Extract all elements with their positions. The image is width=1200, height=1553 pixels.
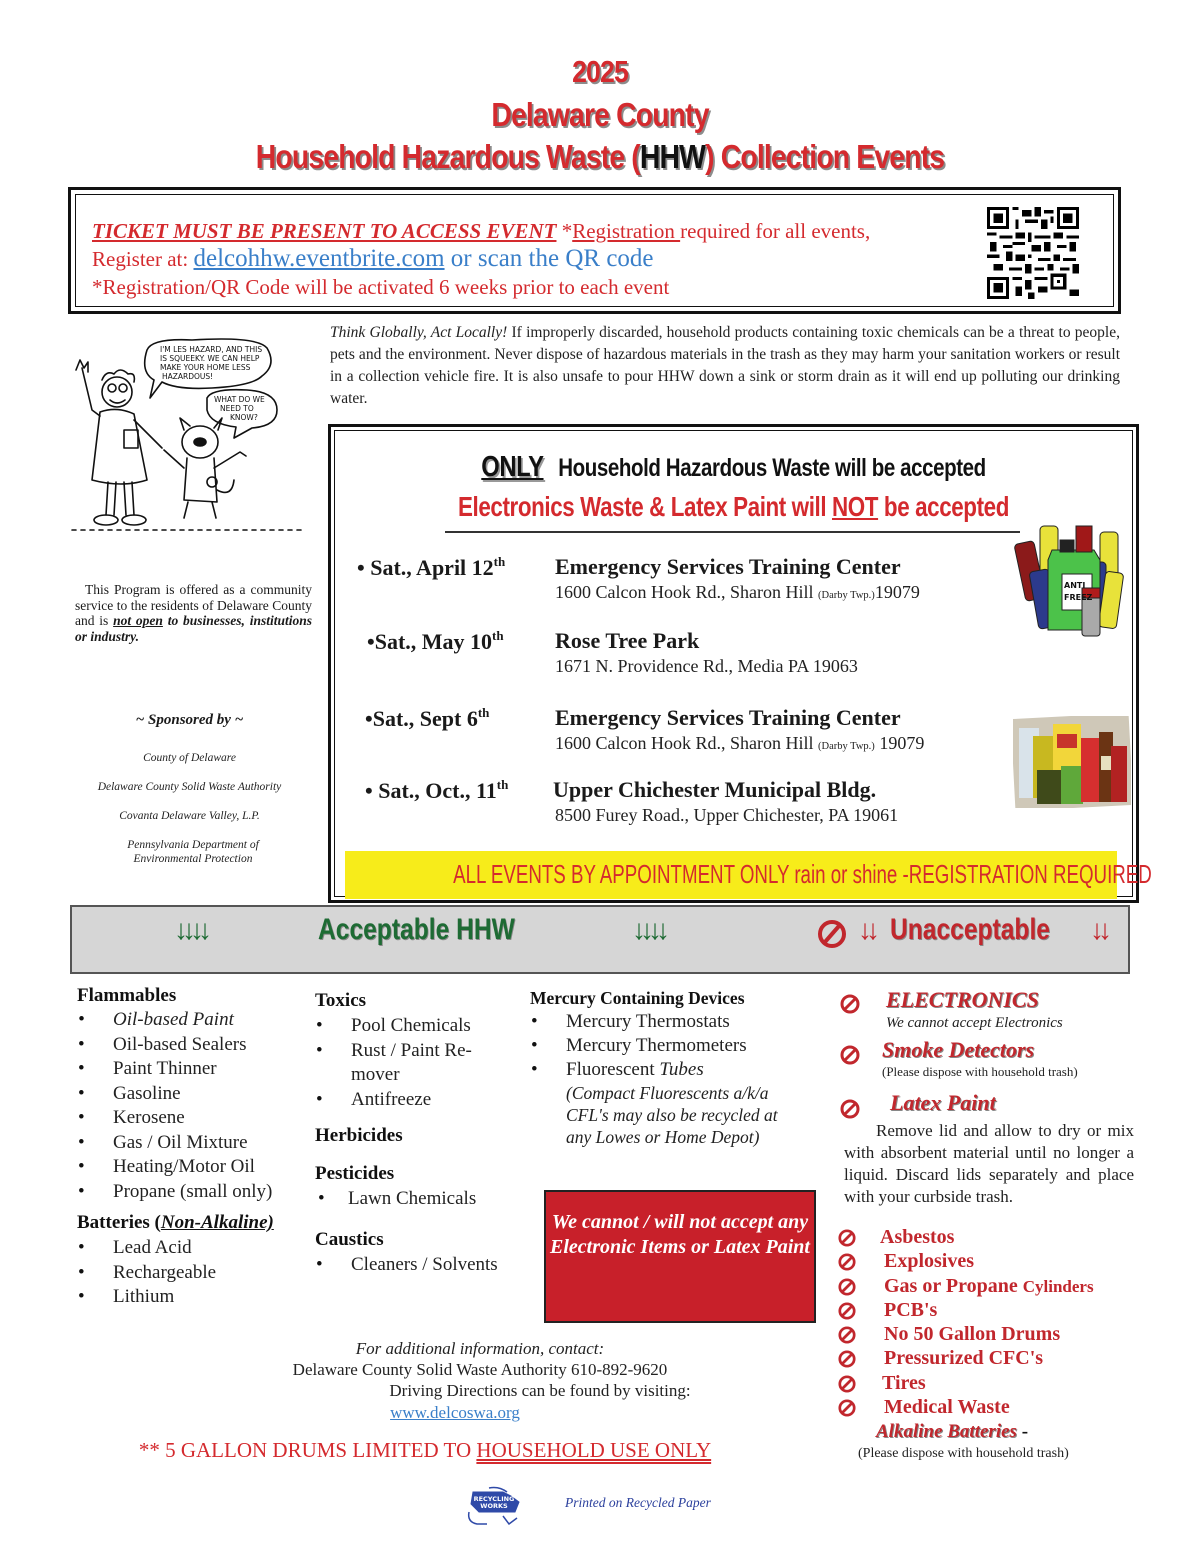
unacceptable-item: PCB's <box>884 1299 938 1321</box>
no-symbol-icon <box>838 1302 856 1320</box>
address-text: 1600 Calcon Hook Rd., Sharon Hill <box>555 733 818 753</box>
category-flammables: Flammables <box>77 985 177 1006</box>
cartoon-speech-2: WHAT DO WE <box>214 395 265 404</box>
appointment-banner <box>345 851 1152 899</box>
list-item: • Mercury Thermometers <box>531 1034 781 1058</box>
register-at-label: Register at: <box>92 247 194 271</box>
program-note-rest: to businesses, institutions or industry. <box>75 613 312 644</box>
not-word: NOT <box>832 491 879 522</box>
intro-paragraph <box>330 322 1120 410</box>
title-post: ) Collection Events <box>705 138 945 175</box>
list-item: • Gas / Oil Mixture <box>78 1131 272 1156</box>
appointment-banner-text: ALL EVENTS BY APPOINTMENT ONLY rain or shine -REGISTRATION REQUIRED <box>453 859 1152 889</box>
unacceptable-item <box>884 1275 1094 1298</box>
svg-text:IS SQUEEKY. WE CAN HELP: IS SQUEEKY. WE CAN HELP <box>160 354 260 363</box>
down-arrows-icon: ↓↓↓↓ <box>174 915 206 946</box>
no-symbol-icon <box>840 1099 860 1119</box>
page-title <box>84 138 1116 176</box>
address-zip: 19079 <box>874 733 925 753</box>
bullet: • <box>365 778 373 803</box>
no-symbol-icon <box>817 919 847 949</box>
down-arrows-icon: ↓↓↓↓ <box>632 915 664 946</box>
les-hazard-cartoon <box>62 330 312 540</box>
list-item: • Heating/Motor Oil <box>78 1155 272 1180</box>
ticket-line-1 <box>92 217 870 245</box>
events-box <box>328 424 1152 903</box>
list-item: • Oil-based Sealers <box>78 1033 272 1058</box>
item-label: Gas or Propane <box>884 1275 1023 1297</box>
category-mercury: Mercury Containing Devices <box>530 988 745 1008</box>
only-hhw-heading <box>407 451 1061 484</box>
no-symbol-icon <box>838 1253 856 1271</box>
unacceptable-latex-paint: Latex Paint <box>890 1090 996 1115</box>
address-zip: 19079 <box>874 582 920 602</box>
sponsor-item: Pennsylvania Department of Environmental Protection <box>127 839 259 865</box>
no-symbol-icon <box>840 994 860 1014</box>
unacceptable-item: Pressurized CFC's <box>884 1347 1044 1369</box>
list-item: • Pool Chemicals <box>316 1014 506 1039</box>
printed-on-recycled-paper: Printed on Recycled Paper <box>565 1495 711 1510</box>
pesticides-list <box>318 1187 476 1212</box>
alkaline-dash: - <box>1016 1421 1029 1442</box>
title-year: 2025 <box>572 54 628 89</box>
only-word: ONLY <box>481 451 544 483</box>
antifreeze-label: ANTI <box>1064 581 1086 590</box>
item-label-small: Cylinders <box>1022 1277 1094 1296</box>
registration-box <box>68 187 1121 314</box>
event-address <box>555 733 924 754</box>
event-date-text: Sat., May 10 <box>374 629 493 654</box>
recycling-logo-text: RECYCLING <box>473 1495 515 1503</box>
list-item: • Rust / Paint Re-mover <box>316 1039 486 1088</box>
contact-intro <box>220 1338 740 1359</box>
unacceptable-electronics: ELECTRONICS <box>886 987 1039 1012</box>
registration-box-inner <box>75 194 1114 307</box>
ticket-required-notice: TICKET MUST BE PRESENT TO ACCESS EVENT <box>92 219 557 243</box>
acceptable-heading: Acceptable HHW <box>318 913 515 946</box>
event-date <box>367 628 504 655</box>
address-township: (Darby Twp.) <box>818 741 875 752</box>
divider <box>445 531 1020 533</box>
event-location: Emergency Services Training Center <box>555 554 901 579</box>
no-symbol-icon <box>840 1045 860 1065</box>
svg-text:MAKE YOUR HOME LESS: MAKE YOUR HOME LESS <box>160 363 251 372</box>
sponsor-item: Delaware County Solid Waste Authority <box>97 781 282 793</box>
list-item: • Rechargeable <box>78 1261 216 1286</box>
alkaline-title: Alkaline Batteries <box>876 1421 1017 1442</box>
bullet: • <box>357 555 365 580</box>
event-address <box>555 582 920 603</box>
cfl-note: (Compact Fluorescents a/k/a CFL's may also be recycled at any Lowes or Home Depot) <box>566 1083 778 1147</box>
event-date <box>357 554 505 581</box>
unacceptable-smoke-detectors: Smoke Detectors <box>882 1037 1035 1062</box>
event-location: Rose Tree Park <box>555 628 700 653</box>
list-item: • Lithium <box>78 1285 216 1310</box>
ordinal-suffix: th <box>496 777 509 792</box>
intro-body: If improperly discarded, household products containing toxic chemicals can be a threat to people, pets and the environment. Never dispose of hazardous materials in the trash as they may harm your sanitation workers or result in a collection vehicle fire. It is also unsafe to pour HHW down a sink or storm drain as it will end up polluting our drinking water. <box>330 324 1120 407</box>
event-address: 1671 N. Providence Rd., Media PA 19063 <box>555 656 858 676</box>
bullet: • <box>365 706 373 731</box>
smoke-detectors-note: (Please dispose with household trash) <box>882 1064 1078 1079</box>
driving-directions-text: Driving Directions can be found by visiting: <box>389 1381 691 1400</box>
activation-note: *Registration/QR Code will be activated 6 weeks prior to each event <box>92 275 670 299</box>
no-symbol-icon <box>838 1375 856 1393</box>
ordinal-suffix: th <box>493 554 506 569</box>
sponsor-item: County of Delaware <box>143 752 236 764</box>
list-item: • Lawn Chemicals <box>318 1187 476 1212</box>
batteries-title: Batteries ( <box>77 1212 161 1233</box>
electronics-note: We cannot accept Electronics <box>886 1015 1063 1031</box>
program-note <box>75 582 312 644</box>
not-open-emphasis: not open <box>113 613 163 628</box>
unacceptable-heading: Unacceptable <box>890 913 1050 946</box>
category-caustics: Caustics <box>315 1229 384 1250</box>
svg-text:KNOW?: KNOW? <box>230 413 258 422</box>
mercury-list <box>531 1010 781 1148</box>
not-accepted-heading <box>415 491 1053 523</box>
list-item: • Mercury Thermostats <box>531 1010 781 1034</box>
event-location: Upper Chichester Municipal Bldg. <box>553 777 877 802</box>
batteries-list <box>78 1236 216 1310</box>
ordinal-suffix: th <box>492 628 504 643</box>
category-toxics: Toxics <box>315 990 367 1011</box>
no-symbol-icon <box>838 1278 856 1296</box>
bullet: • <box>367 629 375 654</box>
list-item: • Gasoline <box>78 1082 272 1107</box>
fluorescent-label: Fluorescent <box>566 1059 660 1080</box>
ticket-line-2 <box>92 245 870 273</box>
program-note-text: This Program is offered as a community service to the residents of Delaware County and is <box>75 582 312 628</box>
contact-line: Delaware County Solid Waste Authority 610-892-9620 <box>292 1360 668 1379</box>
unacceptable-item: Tires <box>882 1372 926 1394</box>
unacceptable-alkaline-batteries <box>876 1421 1028 1443</box>
drums-text: ** 5 GALLON DRUMS LIMITED TO <box>138 1438 477 1462</box>
list-item <box>531 1058 781 1148</box>
list-item: • Propane (small only) <box>78 1180 272 1205</box>
unacceptable-item: No 50 Gallon Drums <box>884 1323 1061 1345</box>
eventbrite-link[interactable]: delcohhw.eventbrite.com <box>193 245 445 272</box>
contact-intro-text: For additional information, contact: <box>355 1339 605 1358</box>
svg-text:WORKS: WORKS <box>480 1502 508 1510</box>
not-post: be accepted <box>878 491 1009 522</box>
no-symbol-icon <box>838 1350 856 1368</box>
sponsor-item: Covanta Delaware Valley, L.P. <box>119 810 260 822</box>
household-products-photo <box>1013 716 1131 808</box>
category-herbicides: Herbicides <box>315 1125 403 1146</box>
svg-text:FREEZ: FREEZ <box>1064 593 1093 602</box>
event-date <box>365 705 489 732</box>
list-item: • Antifreeze <box>316 1088 506 1113</box>
event-location: Emergency Services Training Center <box>555 705 901 730</box>
event-date-text: Sat., Oct., 11 <box>378 778 497 803</box>
acceptable-unacceptable-band <box>70 905 1130 974</box>
delcoswa-link[interactable]: www.delcoswa.org <box>390 1403 520 1422</box>
address-township: (Darby Twp.) <box>818 590 875 601</box>
required-text: required for all events, <box>680 219 871 243</box>
drums-notice <box>0 1438 850 1463</box>
hazardous-bottles-illustration <box>1012 512 1130 640</box>
latex-paint-instructions: Remove lid and allow to dry or mix with absorbent material until no longer a liquid. Discard lids separately and place with your curbside trash. <box>844 1121 1134 1206</box>
no-symbol-icon <box>838 1229 856 1247</box>
category-pesticides: Pesticides <box>315 1163 395 1184</box>
website-line <box>195 1402 715 1423</box>
unacceptable-item: Medical Waste <box>884 1396 1010 1418</box>
down-arrows-icon: ↓↓ <box>1090 915 1106 946</box>
unacceptable-item: Asbestos <box>880 1226 955 1248</box>
list-item: • Paint Thinner <box>78 1057 272 1082</box>
flammables-list <box>78 1008 272 1204</box>
no-electronics-warning-box: We cannot / will not accept any Electronic Items or Latex Paint <box>544 1190 816 1323</box>
no-symbol-icon <box>838 1326 856 1344</box>
category-batteries <box>77 1212 274 1234</box>
list-item: • Oil-based Paint <box>78 1008 272 1033</box>
sponsored-by-heading: ~ Sponsored by ~ <box>135 712 244 728</box>
title-abbr: HHW <box>639 138 706 175</box>
event-date-text: Sat., Sept 6 <box>372 706 478 731</box>
list-item: • Kerosene <box>78 1106 272 1131</box>
title-pre: Household Hazardous Waste ( <box>255 138 640 175</box>
title-county: Delaware County <box>491 96 709 133</box>
non-alkaline-emphasis: Non-Alkaline) <box>160 1212 274 1233</box>
recycling-works-logo <box>463 1486 525 1528</box>
not-pre: Electronics Waste & Latex Paint will <box>458 491 832 522</box>
event-date-text: Sat., April 12 <box>370 555 494 580</box>
no-symbol-icon <box>838 1399 856 1417</box>
only-rest: Household Hazardous Waste will be accepted <box>558 454 986 482</box>
registration-text <box>92 217 870 301</box>
event-date <box>365 777 508 804</box>
list-item: • Cleaners / Solvents <box>316 1253 498 1278</box>
down-arrows-icon: ↓↓ <box>858 915 874 946</box>
household-use-only: HOUSEHOLD USE ONLY <box>476 1438 712 1462</box>
list-item: • Lead Acid <box>78 1236 216 1261</box>
svg-text:HAZARDOUS!: HAZARDOUS! <box>162 372 214 381</box>
events-box-inner <box>334 430 1152 897</box>
fluorescent-tubes: Tubes <box>659 1059 704 1080</box>
registration-word: Registration <box>572 219 681 243</box>
ordinal-suffix: th <box>477 705 490 720</box>
alkaline-note: (Please dispose with household trash) <box>858 1446 1069 1461</box>
qr-code-icon[interactable] <box>987 207 1079 299</box>
address-text: 1600 Calcon Hook Rd., Sharon Hill <box>555 582 818 602</box>
asterisk: * <box>556 219 573 243</box>
toxics-list <box>316 1014 506 1112</box>
intro-lead: Think Globally, Act Locally! <box>330 324 508 341</box>
scan-qr-text: or scan the QR code <box>444 245 654 272</box>
cartoon-speech-1: I'M LES HAZARD, AND THIS <box>160 345 263 354</box>
unacceptable-item: Explosives <box>884 1250 975 1272</box>
caustics-list <box>316 1253 498 1278</box>
event-address: 8500 Furey Road., Upper Chichester, PA 19061 <box>555 805 899 825</box>
svg-text:NEED TO: NEED TO <box>220 404 254 413</box>
